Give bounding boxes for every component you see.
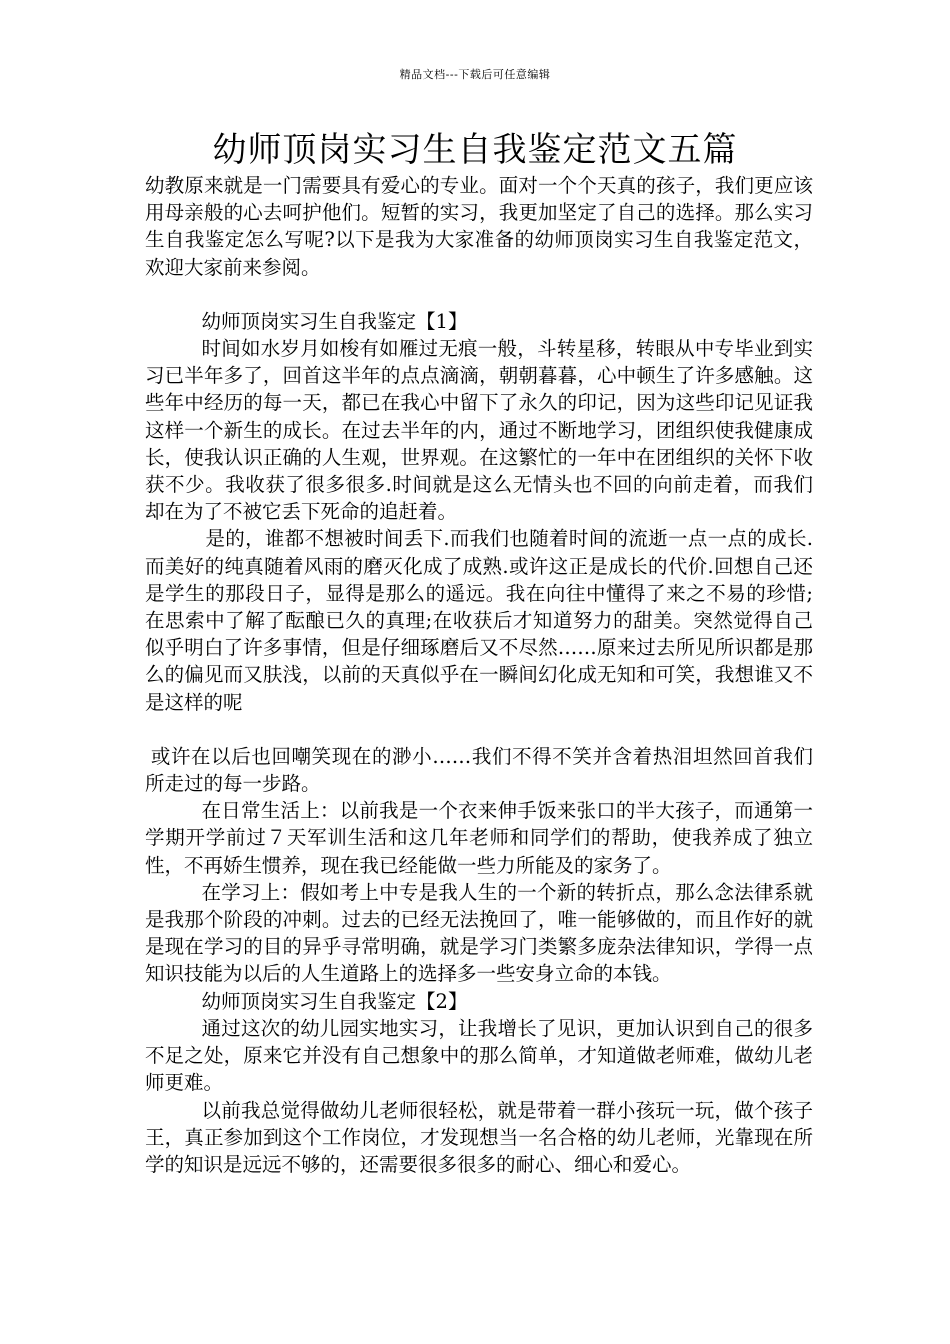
section-2-paragraph-1: 通过这次的幼儿园实地实习，让我增长了见识，更加认识到自己的很多不足之处，原来它并没有自己想象中的那么简单，才知道做老师难，做幼儿老师更难。 [145, 1016, 813, 1095]
section-1-paragraph-2: 是的，谁都不想被时间丢下.而我们也随着时间的流逝一点一点的成长.而美好的纯真随着风雨的磨灭化成了成熟.或许这正是成长的代价.回想自己还是学生的那段日子，显得是那么的遥远。我在向往中懂得了来之不易的珍惜;在思索中了解了酝酿已久的真理;在收获后才知道努力的甜美。突然觉得自己似乎明白了许多事情，但是仔细琢磨后又不尽然……原来过去所见所识都是那么的偏见而又肤浅，以前的天真似乎在一瞬间幻化成无知和可笑，我想谁又不是这样的呢 [145, 527, 813, 714]
section-1-paragraph-3: 或许在以后也回嘲笑现在的渺小……我们不得不笑并含着热泪坦然回首我们所走过的每一步路。 [145, 744, 813, 796]
spacer [145, 281, 813, 308]
page-header: 精品文档---下载后可任意编辑 [399, 68, 551, 81]
section-1-paragraph-1: 时间如水岁月如梭有如雁过无痕一般，斗转星移，转眼从中专毕业到实习已半年多了，回首这半年的点点滴滴，朝朝暮暮，心中顿生了许多感触。这些年中经历的每一天，都已在我心中留下了永久的印记，因为这些印记见证我这样一个新生的成长。在过去半年的内，通过不断地学习，团组织使我健康成长，使我认识正确的人生观，世界观。在这繁忙的一年中在团组织的关怀下收获不少。我收获了很多很多.时间就是这么无情头也不回的向前走着，而我们却在为了不被它丢下死命的追赶着。 [145, 337, 813, 524]
section-2-heading: 幼师顶岗实习生自我鉴定【2】 [201, 989, 468, 1013]
section-1-paragraph-4: 在日常生活上：以前我是一个衣来伸手饭来张口的半大孩子，而通第一学期开学前过７天军训生活和这几年老师和同学们的帮助，使我养成了独立性，不再娇生惯养，现在我已经能做一些力所能及的家务了。 [145, 799, 813, 877]
section-2-paragraph-2: 以前我总觉得做幼儿老师很轻松，就是带着一群小孩玩一玩，做个孩子王，真正参加到这个工作岗位，才发现想当一名合格的幼儿老师，光靠现在所学的知识是远远不够的，还需要很多很多的耐心、细心和爱心。 [145, 1098, 813, 1176]
section-1-paragraph-5: 在学习上：假如考上中专是我人生的一个新的转折点，那么念法律系就是我那个阶段的冲刺。过去的已经无法挽回了，唯一能够做的，而且作好的就是现在学习的目的异乎寻常明确，就是学习门类繁多庞杂法律知识，学得一点知识技能为以后的人生道路上的选择多一些安身立命的本钱。 [145, 880, 813, 986]
intro-paragraph: 幼教原来就是一门需要具有爱心的专业。面对一个个天真的孩子，我们更应该用母亲般的心去呵护他们。短暂的实习，我更加坚定了自己的选择。那么实习生自我鉴定怎么写呢?以下是我为大家准备的幼师顶岗实习生自我鉴定范文，欢迎大家前来参阅。 [145, 174, 813, 279]
section-1-heading: 幼师顶岗实习生自我鉴定【1】 [201, 309, 468, 333]
spacer [145, 716, 813, 743]
document-title: 幼师顶岗实习生自我鉴定范文五篇 [212, 130, 738, 170]
document-body [145, 172, 813, 1178]
